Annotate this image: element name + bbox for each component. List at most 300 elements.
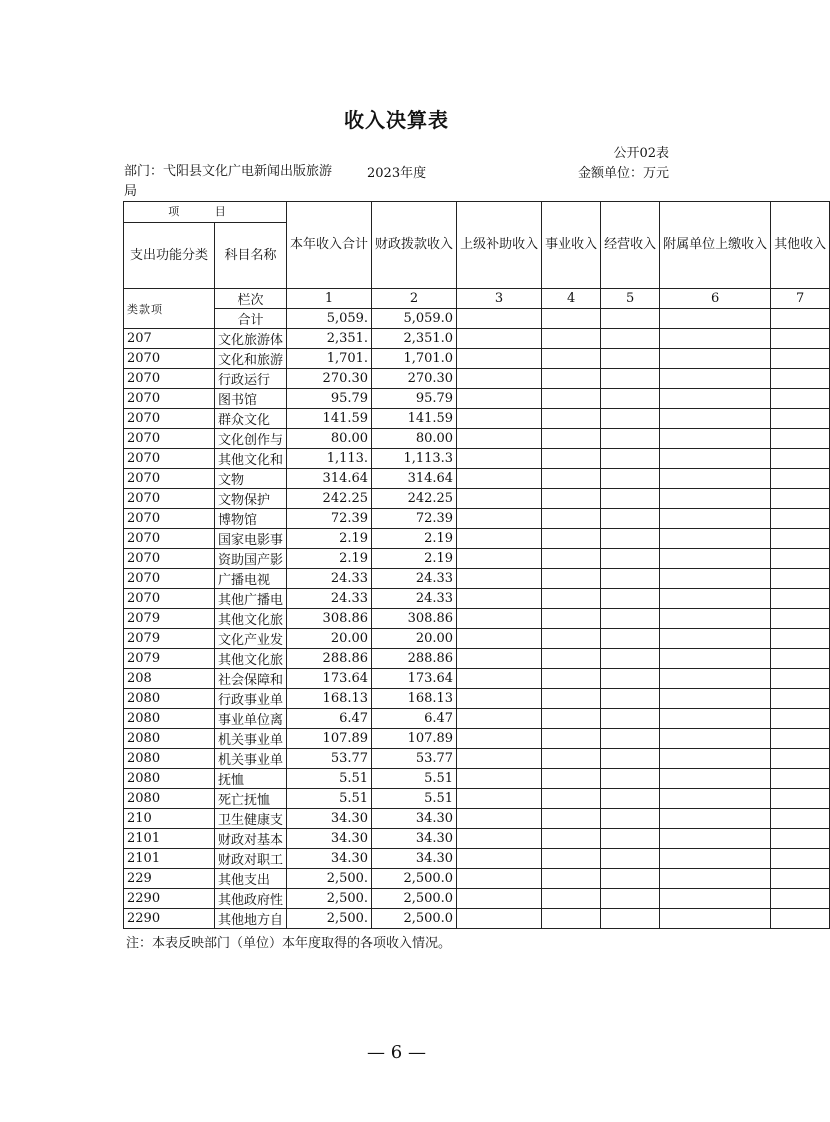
empty-cell bbox=[457, 849, 542, 869]
empty-cell bbox=[601, 329, 660, 349]
row-code: 2079 bbox=[124, 649, 215, 669]
empty-cell bbox=[457, 669, 542, 689]
row-subject-name: 群众文化 bbox=[215, 409, 287, 429]
empty-cell bbox=[542, 869, 601, 889]
row-code: 2070 bbox=[124, 349, 215, 369]
empty-cell bbox=[457, 709, 542, 729]
col-no-6: 6 bbox=[660, 289, 771, 309]
table-row bbox=[124, 429, 830, 449]
empty-cell bbox=[457, 629, 542, 649]
empty-cell bbox=[542, 389, 601, 409]
page-number: — 6 — bbox=[367, 1042, 426, 1063]
row-subject-name: 财政对职工 bbox=[215, 849, 287, 869]
empty-cell bbox=[601, 389, 660, 409]
row-fiscal-income: 24.33 bbox=[372, 569, 457, 589]
empty-cell bbox=[601, 689, 660, 709]
table-row bbox=[124, 509, 830, 529]
empty-cell bbox=[660, 909, 771, 929]
row-fiscal-income: 20.00 bbox=[372, 629, 457, 649]
row-fiscal-income: 72.39 bbox=[372, 509, 457, 529]
row-subject-name: 财政对基本 bbox=[215, 829, 287, 849]
empty-cell bbox=[660, 409, 771, 429]
empty-cell bbox=[542, 449, 601, 469]
row-fiscal-income: 80.00 bbox=[372, 429, 457, 449]
table-row bbox=[124, 629, 830, 649]
row-total-income: 24.33 bbox=[287, 589, 372, 609]
row-subject-name: 其他地方自 bbox=[215, 909, 287, 929]
empty-cell bbox=[457, 869, 542, 889]
row-code: 2290 bbox=[124, 889, 215, 909]
row-total-income: 2.19 bbox=[287, 529, 372, 549]
empty-cell bbox=[660, 809, 771, 829]
empty-cell bbox=[601, 829, 660, 849]
row-fiscal-income: 34.30 bbox=[372, 849, 457, 869]
empty-cell bbox=[457, 649, 542, 669]
empty-cell bbox=[771, 889, 830, 909]
row-fiscal-income: 308.86 bbox=[372, 609, 457, 629]
table-row bbox=[124, 689, 830, 709]
row-total-income: 72.39 bbox=[287, 509, 372, 529]
empty-cell bbox=[771, 869, 830, 889]
row-total-income: 80.00 bbox=[287, 429, 372, 449]
row-code: 2070 bbox=[124, 589, 215, 609]
row-subject-name: 事业单位离 bbox=[215, 709, 287, 729]
category-header: 支出功能分类 bbox=[124, 223, 215, 289]
empty-cell bbox=[542, 589, 601, 609]
empty-cell bbox=[457, 829, 542, 849]
col-header-5: 经营收入 bbox=[601, 202, 660, 289]
empty-cell bbox=[660, 849, 771, 869]
empty-cell bbox=[771, 469, 830, 489]
empty-cell bbox=[457, 889, 542, 909]
row-fiscal-income: 107.89 bbox=[372, 729, 457, 749]
row-fiscal-income: 1,701.0 bbox=[372, 349, 457, 369]
empty-cell bbox=[660, 369, 771, 389]
row-total-income: 1,701. bbox=[287, 349, 372, 369]
empty-cell bbox=[771, 749, 830, 769]
empty-cell bbox=[457, 369, 542, 389]
empty-cell bbox=[457, 809, 542, 829]
row-code: 2070 bbox=[124, 469, 215, 489]
row-subject-name: 图书馆 bbox=[215, 389, 287, 409]
subject-name-header: 科目名称 bbox=[215, 223, 287, 289]
empty-cell bbox=[660, 729, 771, 749]
total-col-1: 5,059. bbox=[287, 309, 372, 329]
row-fiscal-income: 34.30 bbox=[372, 809, 457, 829]
empty-cell bbox=[542, 529, 601, 549]
empty-cell bbox=[457, 449, 542, 469]
table-row bbox=[124, 809, 830, 829]
row-label-header: 栏次 bbox=[215, 289, 287, 309]
empty-cell bbox=[601, 849, 660, 869]
table-row bbox=[124, 609, 830, 629]
row-total-income: 5.51 bbox=[287, 789, 372, 809]
row-total-income: 34.30 bbox=[287, 809, 372, 829]
empty-cell bbox=[771, 549, 830, 569]
row-code: 2070 bbox=[124, 529, 215, 549]
row-total-income: 288.86 bbox=[287, 649, 372, 669]
row-total-income: 308.86 bbox=[287, 609, 372, 629]
row-fiscal-income: 2.19 bbox=[372, 549, 457, 569]
row-fiscal-income: 2,500.0 bbox=[372, 889, 457, 909]
empty-cell bbox=[542, 649, 601, 669]
empty-cell bbox=[660, 669, 771, 689]
row-total-income: 168.13 bbox=[287, 689, 372, 709]
row-total-income: 20.00 bbox=[287, 629, 372, 649]
row-fiscal-income: 242.25 bbox=[372, 489, 457, 509]
empty-cell bbox=[771, 449, 830, 469]
row-total-income: 314.64 bbox=[287, 469, 372, 489]
row-fiscal-income: 6.47 bbox=[372, 709, 457, 729]
kind-header: 类款项 bbox=[124, 289, 215, 329]
income-table bbox=[123, 201, 830, 929]
row-fiscal-income: 2,500.0 bbox=[372, 869, 457, 889]
row-total-income: 141.59 bbox=[287, 409, 372, 429]
row-total-income: 173.64 bbox=[287, 669, 372, 689]
empty-cell bbox=[771, 809, 830, 829]
empty-cell bbox=[601, 809, 660, 829]
empty-cell bbox=[771, 649, 830, 669]
col-header-1: 本年收入合计 bbox=[287, 202, 372, 289]
col-header-3: 上级补助收入 bbox=[457, 202, 542, 289]
empty-cell bbox=[771, 429, 830, 449]
empty-cell bbox=[660, 709, 771, 729]
col-no-3: 3 bbox=[457, 289, 542, 309]
row-total-income: 107.89 bbox=[287, 729, 372, 749]
empty-cell bbox=[660, 789, 771, 809]
table-row bbox=[124, 329, 830, 349]
col-header-2: 财政拨款收入 bbox=[372, 202, 457, 289]
empty-cell bbox=[771, 849, 830, 869]
row-subject-name: 抚恤 bbox=[215, 769, 287, 789]
row-fiscal-income: 2,351.0 bbox=[372, 329, 457, 349]
row-code: 2290 bbox=[124, 909, 215, 929]
empty-cell bbox=[601, 489, 660, 509]
row-subject-name: 行政运行 bbox=[215, 369, 287, 389]
row-subject-name: 文化创作与 bbox=[215, 429, 287, 449]
table-row bbox=[124, 349, 830, 369]
row-code: 210 bbox=[124, 809, 215, 829]
row-fiscal-income: 288.86 bbox=[372, 649, 457, 669]
empty-cell bbox=[660, 829, 771, 849]
row-subject-name: 文化产业发 bbox=[215, 629, 287, 649]
table-row bbox=[124, 569, 830, 589]
row-fiscal-income: 270.30 bbox=[372, 369, 457, 389]
table-row bbox=[124, 489, 830, 509]
row-subject-name: 文物保护 bbox=[215, 489, 287, 509]
empty-cell bbox=[457, 429, 542, 449]
row-subject-name: 文物 bbox=[215, 469, 287, 489]
empty-cell bbox=[601, 469, 660, 489]
col-no-4: 4 bbox=[542, 289, 601, 309]
row-total-income: 34.30 bbox=[287, 849, 372, 869]
row-code: 2080 bbox=[124, 729, 215, 749]
empty-cell bbox=[660, 869, 771, 889]
row-fiscal-income: 1,113.3 bbox=[372, 449, 457, 469]
page-title: 收入决算表 bbox=[344, 108, 449, 132]
empty-cell bbox=[660, 749, 771, 769]
empty-cell bbox=[457, 529, 542, 549]
row-code: 2070 bbox=[124, 449, 215, 469]
row-subject-name: 其他文化旅 bbox=[215, 649, 287, 669]
row-total-income: 2,500. bbox=[287, 889, 372, 909]
year-label: 2023年度 bbox=[367, 166, 427, 181]
empty-cell bbox=[601, 369, 660, 389]
row-total-income: 242.25 bbox=[287, 489, 372, 509]
empty-cell bbox=[542, 609, 601, 629]
empty-cell bbox=[660, 589, 771, 609]
total-col-2: 5,059.0 bbox=[372, 309, 457, 329]
col-no-1: 1 bbox=[287, 289, 372, 309]
empty-cell bbox=[601, 449, 660, 469]
empty-cell bbox=[660, 549, 771, 569]
empty-cell bbox=[457, 509, 542, 529]
empty-cell bbox=[660, 509, 771, 529]
empty-cell bbox=[542, 689, 601, 709]
empty-cell bbox=[542, 669, 601, 689]
empty-cell bbox=[542, 369, 601, 389]
row-total-income: 5.51 bbox=[287, 769, 372, 789]
empty-cell bbox=[771, 909, 830, 929]
department-label: 部门：弋阳县文化广电新闻出版旅游局 bbox=[124, 164, 333, 199]
row-total-income: 2,500. bbox=[287, 909, 372, 929]
empty-cell bbox=[771, 489, 830, 509]
empty-cell bbox=[457, 609, 542, 629]
table-row bbox=[124, 769, 830, 789]
row-code: 2070 bbox=[124, 509, 215, 529]
empty-cell bbox=[601, 669, 660, 689]
empty-cell bbox=[601, 789, 660, 809]
empty-cell bbox=[660, 449, 771, 469]
table-row bbox=[124, 789, 830, 809]
row-fiscal-income: 5.51 bbox=[372, 789, 457, 809]
empty-cell bbox=[601, 729, 660, 749]
empty-cell bbox=[457, 789, 542, 809]
table-row bbox=[124, 869, 830, 889]
empty-cell bbox=[457, 729, 542, 749]
empty-cell bbox=[542, 549, 601, 569]
empty-cell bbox=[601, 529, 660, 549]
empty-cell bbox=[457, 569, 542, 589]
row-subject-name: 其他支出 bbox=[215, 869, 287, 889]
empty-cell bbox=[601, 769, 660, 789]
row-fiscal-income: 24.33 bbox=[372, 589, 457, 609]
empty-cell bbox=[771, 529, 830, 549]
row-fiscal-income: 168.13 bbox=[372, 689, 457, 709]
empty-cell bbox=[771, 569, 830, 589]
empty-cell bbox=[542, 769, 601, 789]
empty-cell bbox=[601, 349, 660, 369]
empty-cell bbox=[601, 609, 660, 629]
row-code: 2101 bbox=[124, 829, 215, 849]
row-fiscal-income: 95.79 bbox=[372, 389, 457, 409]
empty-cell bbox=[660, 629, 771, 649]
row-code: 229 bbox=[124, 869, 215, 889]
total-row bbox=[124, 309, 830, 329]
table-row bbox=[124, 749, 830, 769]
row-code: 207 bbox=[124, 329, 215, 349]
empty-cell bbox=[542, 509, 601, 529]
table-row bbox=[124, 729, 830, 749]
empty-cell bbox=[542, 489, 601, 509]
row-subject-name: 国家电影事 bbox=[215, 529, 287, 549]
empty-cell bbox=[660, 349, 771, 369]
empty-cell bbox=[771, 669, 830, 689]
empty-cell bbox=[457, 489, 542, 509]
empty-cell bbox=[771, 589, 830, 609]
empty-cell bbox=[601, 889, 660, 909]
empty-cell bbox=[601, 629, 660, 649]
table-note: 注：本表反映部门（单位）本年度取得的各项收入情况。 bbox=[126, 936, 452, 951]
row-subject-name: 广播电视 bbox=[215, 569, 287, 589]
empty-cell bbox=[660, 489, 771, 509]
empty-cell bbox=[601, 549, 660, 569]
empty-cell bbox=[457, 329, 542, 349]
row-subject-name: 博物馆 bbox=[215, 509, 287, 529]
row-code: 2070 bbox=[124, 429, 215, 449]
empty-cell bbox=[457, 589, 542, 609]
row-code: 2070 bbox=[124, 549, 215, 569]
row-subject-name: 卫生健康支 bbox=[215, 809, 287, 829]
row-total-income: 53.77 bbox=[287, 749, 372, 769]
empty-cell bbox=[601, 909, 660, 929]
empty-cell bbox=[660, 329, 771, 349]
row-total-income: 34.30 bbox=[287, 829, 372, 849]
table-row bbox=[124, 669, 830, 689]
row-subject-name: 社会保障和 bbox=[215, 669, 287, 689]
row-total-income: 6.47 bbox=[287, 709, 372, 729]
empty-cell bbox=[771, 729, 830, 749]
empty-cell bbox=[660, 889, 771, 909]
row-subject-name: 其他文化旅 bbox=[215, 609, 287, 629]
empty-cell bbox=[601, 709, 660, 729]
empty-cell bbox=[457, 689, 542, 709]
empty-cell bbox=[771, 789, 830, 809]
empty-cell bbox=[542, 909, 601, 929]
empty-cell bbox=[771, 329, 830, 349]
empty-cell bbox=[660, 689, 771, 709]
row-code: 2070 bbox=[124, 569, 215, 589]
row-code: 2080 bbox=[124, 789, 215, 809]
row-subject-name: 机关事业单 bbox=[215, 749, 287, 769]
row-total-income: 2,500. bbox=[287, 869, 372, 889]
row-fiscal-income: 34.30 bbox=[372, 829, 457, 849]
row-fiscal-income: 314.64 bbox=[372, 469, 457, 489]
empty-cell bbox=[542, 429, 601, 449]
empty-cell bbox=[457, 549, 542, 569]
row-total-income: 2.19 bbox=[287, 549, 372, 569]
row-total-income: 2,351. bbox=[287, 329, 372, 349]
table-row bbox=[124, 589, 830, 609]
empty-cell bbox=[601, 749, 660, 769]
row-subject-name: 死亡抚恤 bbox=[215, 789, 287, 809]
table-row bbox=[124, 829, 830, 849]
table-row bbox=[124, 449, 830, 469]
row-fiscal-income: 53.77 bbox=[372, 749, 457, 769]
empty-cell bbox=[457, 909, 542, 929]
empty-cell bbox=[660, 389, 771, 409]
empty-cell bbox=[457, 749, 542, 769]
empty-cell bbox=[601, 649, 660, 669]
empty-cell bbox=[771, 389, 830, 409]
row-total-income: 24.33 bbox=[287, 569, 372, 589]
empty-cell bbox=[542, 829, 601, 849]
row-subject-name: 其他广播电 bbox=[215, 589, 287, 609]
empty-cell bbox=[601, 429, 660, 449]
empty-cell bbox=[601, 409, 660, 429]
empty-cell bbox=[542, 729, 601, 749]
row-total-income: 270.30 bbox=[287, 369, 372, 389]
row-fiscal-income: 2.19 bbox=[372, 529, 457, 549]
unit-label: 金额单位：万元 bbox=[577, 166, 669, 181]
col-no-7: 7 bbox=[771, 289, 830, 309]
table-row bbox=[124, 389, 830, 409]
row-code: 2101 bbox=[124, 849, 215, 869]
row-fiscal-income: 2,500.0 bbox=[372, 909, 457, 929]
row-fiscal-income: 141.59 bbox=[372, 409, 457, 429]
empty-cell bbox=[660, 529, 771, 549]
empty-cell bbox=[542, 849, 601, 869]
empty-cell bbox=[457, 349, 542, 369]
table-row bbox=[124, 369, 830, 389]
empty-cell bbox=[542, 409, 601, 429]
table-number: 公开02表 bbox=[613, 146, 669, 161]
empty-cell bbox=[771, 629, 830, 649]
empty-cell bbox=[542, 749, 601, 769]
empty-cell bbox=[601, 569, 660, 589]
empty-cell bbox=[457, 469, 542, 489]
empty-cell bbox=[771, 409, 830, 429]
empty-cell bbox=[457, 389, 542, 409]
empty-cell bbox=[542, 809, 601, 829]
empty-cell bbox=[771, 709, 830, 729]
empty-cell bbox=[771, 349, 830, 369]
empty-cell bbox=[601, 509, 660, 529]
row-code: 2079 bbox=[124, 629, 215, 649]
empty-cell bbox=[771, 609, 830, 629]
table-row bbox=[124, 529, 830, 549]
row-code: 2070 bbox=[124, 369, 215, 389]
row-total-income: 1,113. bbox=[287, 449, 372, 469]
empty-cell bbox=[457, 409, 542, 429]
row-subject-name: 其他文化和 bbox=[215, 449, 287, 469]
row-total-income: 95.79 bbox=[287, 389, 372, 409]
row-subject-name: 行政事业单 bbox=[215, 689, 287, 709]
table-row bbox=[124, 889, 830, 909]
empty-cell bbox=[660, 609, 771, 629]
empty-cell bbox=[771, 689, 830, 709]
empty-cell bbox=[660, 429, 771, 449]
empty-cell bbox=[771, 509, 830, 529]
row-subject-name: 文化和旅游 bbox=[215, 349, 287, 369]
col-no-2: 2 bbox=[372, 289, 457, 309]
empty-cell bbox=[771, 829, 830, 849]
table-row bbox=[124, 849, 830, 869]
row-code: 2079 bbox=[124, 609, 215, 629]
row-code: 2080 bbox=[124, 689, 215, 709]
project-header: 项 目 bbox=[124, 202, 287, 223]
table-row bbox=[124, 709, 830, 729]
empty-cell bbox=[601, 869, 660, 889]
empty-cell bbox=[771, 369, 830, 389]
col-no-5: 5 bbox=[601, 289, 660, 309]
empty-cell bbox=[660, 769, 771, 789]
row-code: 2070 bbox=[124, 489, 215, 509]
row-subject-name: 资助国产影 bbox=[215, 549, 287, 569]
col-header-6: 附属单位上缴收入 bbox=[660, 202, 771, 289]
empty-cell bbox=[542, 709, 601, 729]
row-fiscal-income: 5.51 bbox=[372, 769, 457, 789]
